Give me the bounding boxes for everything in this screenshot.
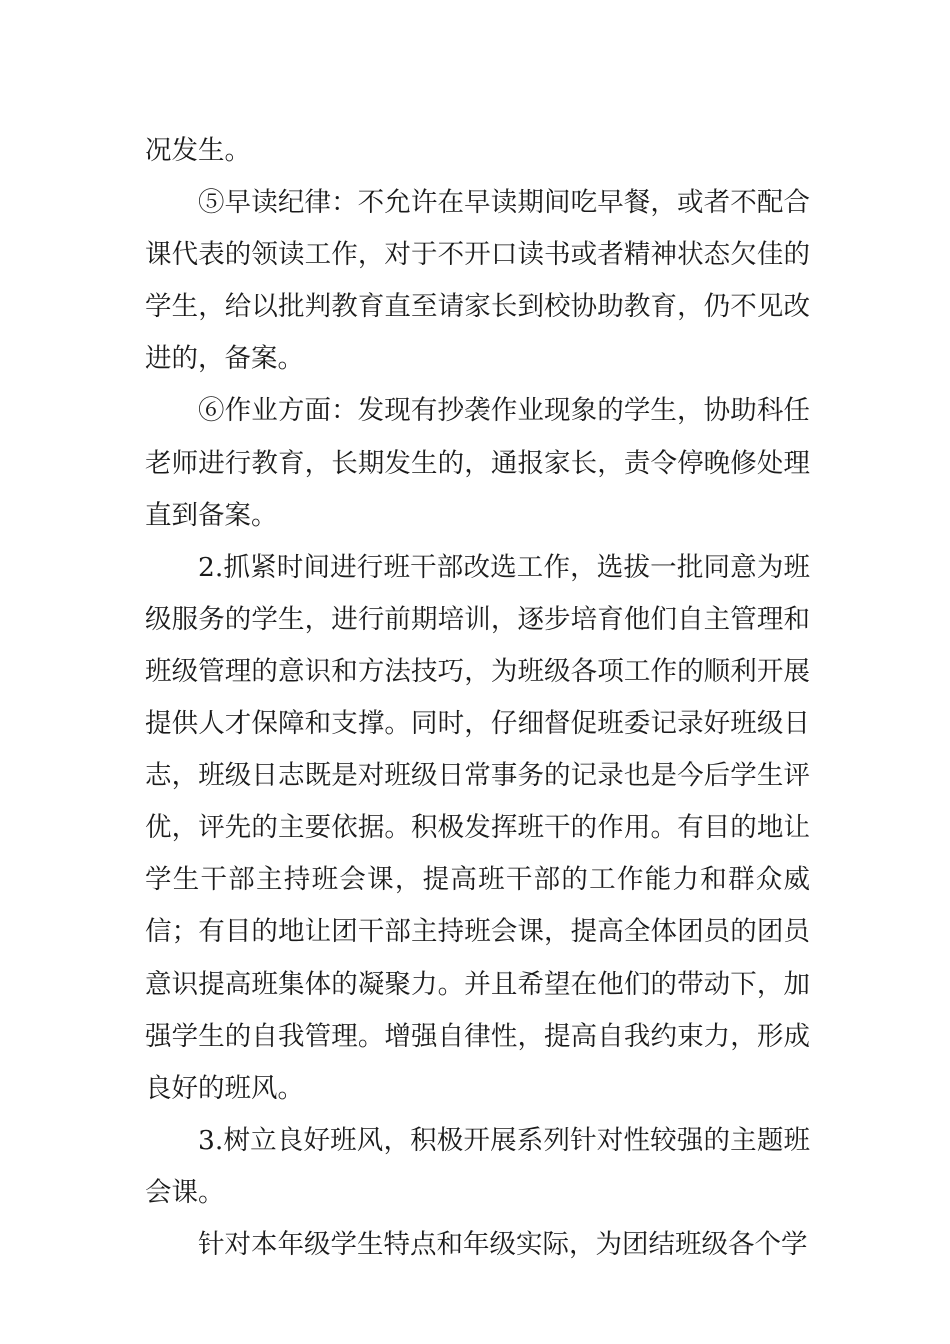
paragraph-4: 2.抓紧时间进行班干部改选工作，选拔一批同意为班级服务的学生，进行前期培训，逐步培育他们自主管理和班级管理的意识和方法技巧，为班级各项工作的顺利开展提供人才保障和支撑。同时，仔细督促班委记录好班级日志，班级日志既是对班级日常事务的记录也是今后学生评优，评先的主要依据。积极发挥班干的作用。有目的地让学生干部主持班会课，提高班干部的工作能力和群众威信；有目的地让团干部主持班会课，提高全体团员的团员意识提高班集体的凝聚力。并且希望在他们的带动下，加强学生的自我管理。增强自律性，提高自我约束力，形成良好的班风。 — [145, 551, 810, 1104]
document-body — [145, 125, 810, 1271]
paragraph-2: ⑤早读纪律：不允许在早读期间吃早餐，或者不配合课代表的领读工作，对于不开口读书或者精神状态欠佳的学生，给以批判教育直至请家长到校协助教育，仍不见改进的，备案。 — [145, 187, 810, 375]
paragraph-1: 况发生。 — [145, 135, 251, 166]
paragraph-3: ⑥作业方面：发现有抄袭作业现象的学生，协助科任老师进行教育，长期发生的，通报家长，责令停晚修处理直到备案。 — [145, 395, 810, 531]
paragraph-5: 3.树立良好班风，积极开展系列针对性较强的主题班会课。 — [145, 1124, 810, 1208]
paragraph-6: 针对本年级学生特点和年级实际，为团结班级各个学 — [198, 1228, 808, 1260]
